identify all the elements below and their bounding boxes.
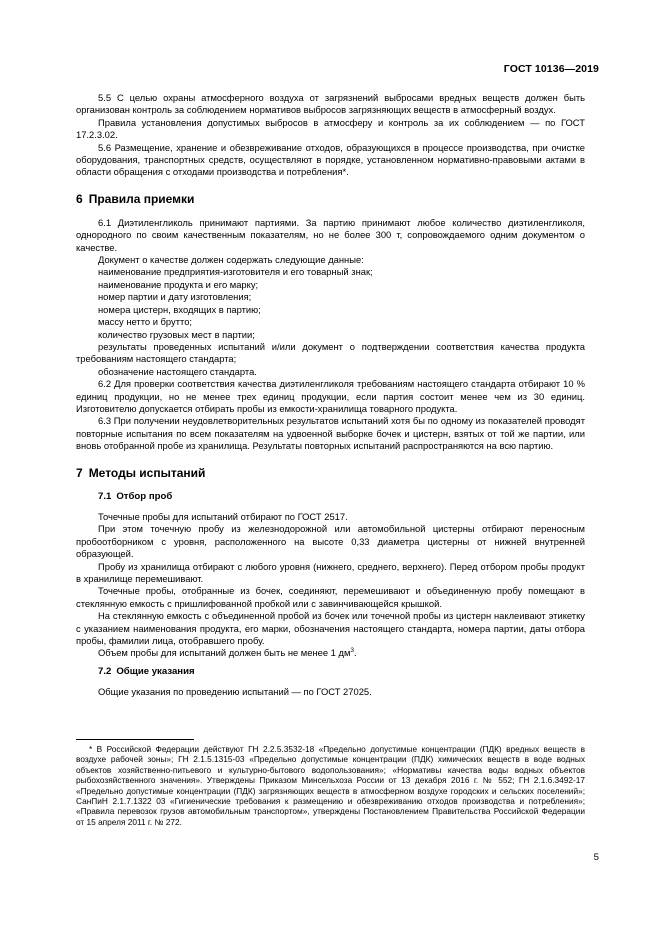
page-number: 5 [593,852,599,863]
list-item: обозначение настоящего стандарта. [98,365,257,377]
paragraph-5-6: 5.6 Размещение, хранение и обезвреживание отходов, образующихся в процессе производства, при очистке оборудования, транспортных средств, осуществляют в порядке, установленном нормативно-правовыми актами в области обращения с отходами производства и потребления*. [76,141,585,178]
quality-document-intro: Документ о качестве должен содержать следующие данные: [98,254,364,266]
list-item: массу нетто и брутто; [98,316,193,328]
paragraph-6-3: 6.3 При получении неудовлетворительных результатов испытаний хотя бы по одному из показателей проводят повторные испытания по всем показателям на удвоенной выборке бочек и цистерн, взятых от той же партии, или вновь отобранной пробе из хранилища. Результаты повторных испытаний распространяются на всю партию. [76,415,585,452]
list-item: количество грузовых мест в партии; [98,328,255,340]
sample-volume-text: Объем пробы для испытаний должен быть не менее 1 дм [98,647,351,659]
subsection-7-1-title: Отбор проб [116,490,173,502]
subsection-7-2-heading [98,666,585,678]
paragraph-5-5: 5.5 С целью охраны атмосферного воздуха от загрязнений выбросами вредных веществ должен быть организован контроль за соблюдением нормативов выбросов загрязняющих веществ в атмосферный воздух. [76,92,585,116]
general-instructions-paragraph: Общие указания по проведению испытаний — по ГОСТ 27025. [98,686,372,698]
section-6-heading [76,192,585,207]
list-item: результаты проведенных испытаний и/или документ о подтверждении соответствия качества продукта требованиям настоящего стандарта; [76,340,585,365]
paragraph-6-2: 6.2 Для проверки соответствия качества диэтиленгликоля требованиям настоящего стандарта отбирают 10 % единиц продукции, но не менее трех единиц продукции, если партия состоит менее чем из 30 единиц. Изготовителю допускается отбирать пробы из емкости-хранилища товарного продукта. [76,378,585,414]
paragraph-5-5-rules: Правила установления допустимых выбросов в атмосферу и контроль за их соблюдением — по ГОСТ 17.2.3.02. [76,116,585,141]
document-body [76,92,585,699]
document-code-header: ГОСТ 10136—2019 [503,63,599,75]
footnote-divider [76,739,194,740]
subsection-7-2-number: 7.2 [98,665,112,677]
section-7-heading [76,466,585,481]
list-item: наименование продукта и его марку; [98,278,259,290]
section-7-number: 7 [76,465,83,480]
sample-volume-end: . [354,647,357,659]
paragraph-6-1: 6.1 Диэтиленгликоль принимают партиями. За партию принимают любое количество диэтиленгликоля, однородного по своим качественным показателям, но не более 300 т, сопровождаемого одним документом о качестве. [76,216,585,253]
subsection-7-2-title: Общие указания [116,665,195,677]
sampling-paragraph: Точечные пробы для испытаний отбирают по ГОСТ 2517. [98,510,348,522]
section-6-title: Правила приемки [88,191,195,206]
subsection-7-1-heading [98,491,585,503]
footnote: * В Российской Федерации действуют ГН 2.2.5.3532-18 «Предельно допустимые концентрации (ПДК) вредных веществ в воздухе рабочей зоны»; ГН 2.1.5.1315-03 «Предельно допустимые концентрации (ПДК) химических веществ в воде водных объектов хозяйственно-питьевого и культурно-бытового водопользования»; «Нормативы качества воды водных объектов рыбохозяйственного значения». Утверждены Приказом Минсельхоза России от 13 декабря 2016 г. № 552; ГН 2.1.6.3492-17 «Предельно допустимые концентрации (ПДК) загрязняющих веществ в атмосферном воздухе городских и сельских поселений»; СанПиН 2.1.7.1322 03 «Гигиенические требования к размещению и обезвреживанию отходов производства и потребления»; «Правила перевозок грузов автомобильным транспортом», утверждены Постановлением Правительства Российской Федерации от 15 апреля 2011 г. № 272. [76,744,585,827]
sample-volume-superscript: 3 [350,647,355,655]
sampling-paragraph: При этом точечную пробу из железнодорожной или автомобильной цистерны отбирают переносным пробоотборником с уровня, расположенного на высоте 0,33 диаметра цистерны от нижней внутренней образующей. [76,523,585,560]
sampling-paragraph: Пробу из хранилища отбирают с любого уровня (нижнего, среднего, верхнего). Перед отбором пробы продукт в хранилище перемешивают. [76,560,585,584]
subsection-7-1-number: 7.1 [98,490,112,502]
list-item: номера цистерн, входящих в партию; [98,303,261,315]
sampling-paragraph: На стеклянную емкость с объединенной пробой из бочек или точечной пробы из цистерн наклеивают этикетку с указанием наименования продукта, его марки, обозначения настоящего стандарта, номера партии, даты отбора пробы, фамилии лица, отобравшего пробу. [76,610,585,647]
section-6-number: 6 [76,191,83,206]
list-item: номер партии и дату изготовления; [98,291,252,303]
section-7-title: Методы испытаний [88,465,206,480]
sample-volume-paragraph [76,647,585,659]
sampling-paragraph: Точечные пробы, отобранные из бочек, соединяют, перемешивают и объединенную пробу помещают в стеклянную емкость с пришлифованной пробкой или с завинчивающейся крышкой. [76,585,585,609]
list-item: наименование предприятия-изготовителя и его товарный знак; [98,266,373,278]
